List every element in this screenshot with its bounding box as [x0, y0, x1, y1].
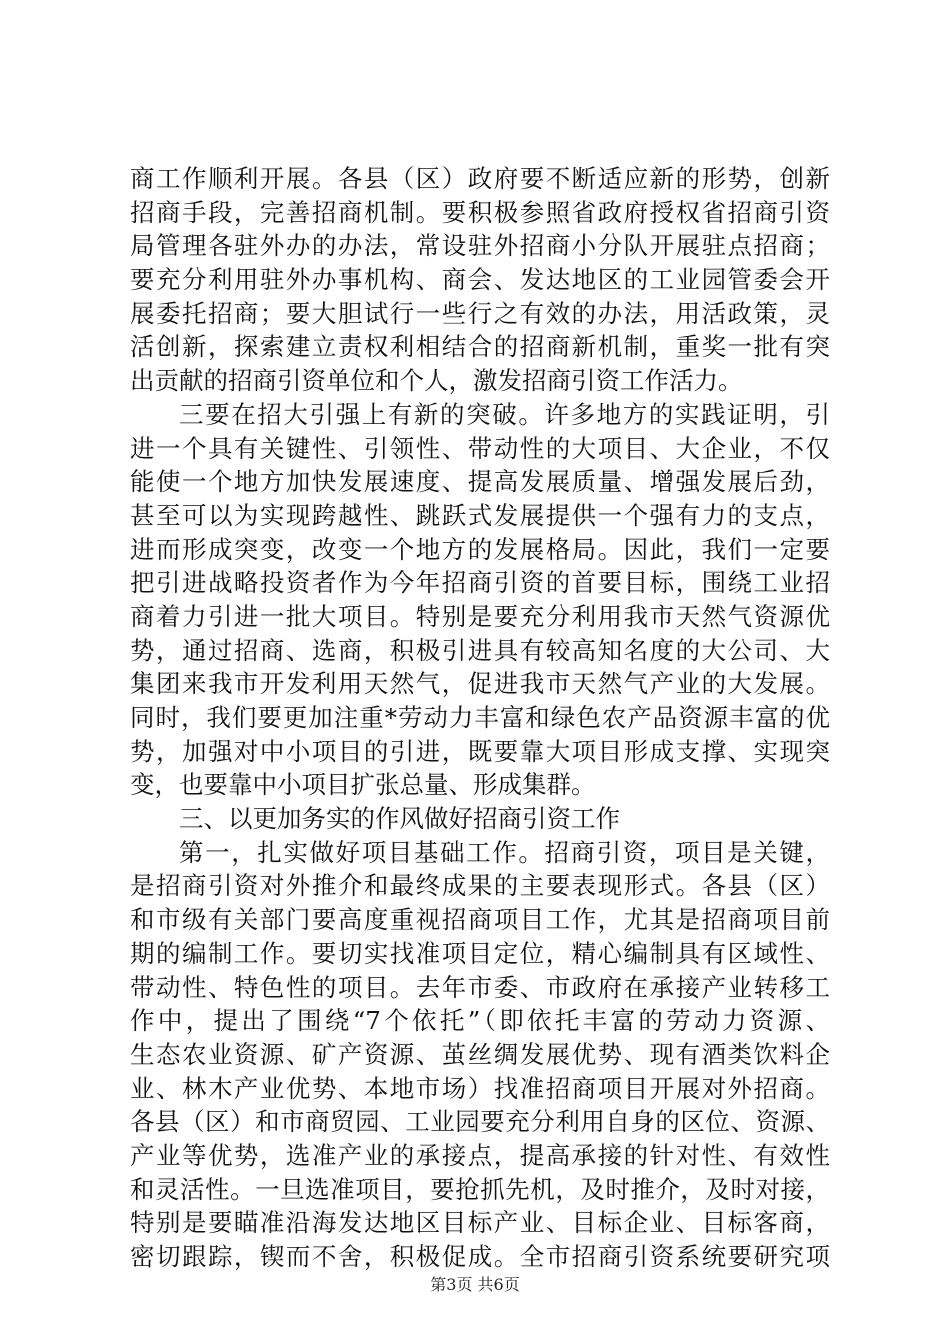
text-line: 势，通过招商、选商，积极引进具有较高知名度的大公司、大: [130, 635, 830, 665]
text-line: 活创新，探索建立责权利相结合的招商新机制，重奖一批有突: [130, 332, 830, 362]
paragraph-first-line: 三要在招大引强上有新的突破。许多地方的实践证明，引: [179, 399, 830, 429]
body-text: [130, 162, 830, 1274]
text-line: 要充分利用驻外办事机构、商会、发达地区的工业园管委会开: [130, 265, 830, 295]
page-footer: 第3页 共6页: [430, 1275, 520, 1294]
text-line: 能使一个地方加快发展速度、提高发展质量、增强发展后劲，: [130, 467, 830, 497]
text-line: 进一个具有关键性、引领性、带动性的大项目、大企业，不仅: [130, 433, 830, 463]
text-line: 和市级有关部门要高度重视招商项目工作，尤其是招商项目前: [130, 905, 830, 935]
text-line: 商工作顺利开展。各县（区）政府要不断适应新的形势，创新: [130, 164, 830, 193]
text-line: 进而形成突变，改变一个地方的发展格局。因此，我们一定要: [130, 534, 830, 564]
text-line: 是招商引资对外推介和最终成果的主要表现形式。各县（区）: [130, 871, 830, 901]
text-line: 期的编制工作。要切实找准项目定位，精心编制具有区域性、: [130, 938, 830, 968]
text-line: 商着力引进一批大项目。特别是要充分利用我市天然气资源优: [130, 601, 830, 631]
text-line: 集团来我市开发利用天然气，促进我市天然气产业的大发展。: [130, 669, 830, 699]
text-line: 变，也要靠中小项目扩张总量、形成集群。: [130, 770, 596, 800]
text-line: 产业等优势，选准产业的承接点，提高承接的针对性、有效性: [130, 1140, 830, 1170]
text-line: 局管理各驻外办的办法，常设驻外招商小分队开展驻点招商；: [130, 231, 830, 261]
text-line: 和灵活性。一旦选准项目，要抢抓先机，及时推介，及时对接，: [130, 1174, 830, 1204]
text-line: 作中，提出了围绕“7个依托”（即依托丰富的劳动力资源、: [130, 1006, 830, 1036]
section-heading: 三、以更加务实的作风做好招商引资工作: [179, 804, 620, 834]
text-line: 密切跟踪，锲而不舍，积极促成。全市招商引资系统要研究项: [130, 1242, 830, 1271]
text-line: 甚至可以为实现跨越性、跳跃式发展提供一个强有力的支点，: [130, 500, 830, 530]
paragraph-first-line: 第一，扎实做好项目基础工作。招商引资，项目是关键，: [179, 837, 830, 867]
text-line: 同时，我们要更加注重*劳动力丰富和绿色农产品资源丰富的优: [130, 703, 830, 732]
text-line: 把引进战略投资者作为今年招商引资的首要目标，围绕工业招: [130, 568, 830, 598]
text-line: 招商手段，完善招商机制。要积极参照省政府授权省招商引资: [130, 197, 830, 227]
text-line: 业、林木产业优势、本地市场）找准招商项目开展对外招商。: [130, 1073, 830, 1103]
text-line: 出贡献的招商引资单位和个人，激发招商引资工作活力。: [130, 366, 743, 396]
text-line: 带动性、特色性的项目。去年市委、市政府在承接产业转移工: [130, 972, 830, 1002]
text-line: 生态农业资源、矿产资源、茧丝绸发展优势、现有酒类饮料企: [130, 1039, 830, 1069]
text-line: 展委托招商；要大胆试行一些行之有效的办法，用活政策，灵: [130, 298, 830, 328]
text-line: 各县（区）和市商贸园、工业园要充分利用自身的区位、资源、: [130, 1107, 830, 1137]
text-line: 特别是要瞄准沿海发达地区目标产业、目标企业、目标客商，: [130, 1208, 830, 1238]
text-line: 势，加强对中小项目的引进，既要靠大项目形成支撑、实现突: [130, 736, 830, 766]
